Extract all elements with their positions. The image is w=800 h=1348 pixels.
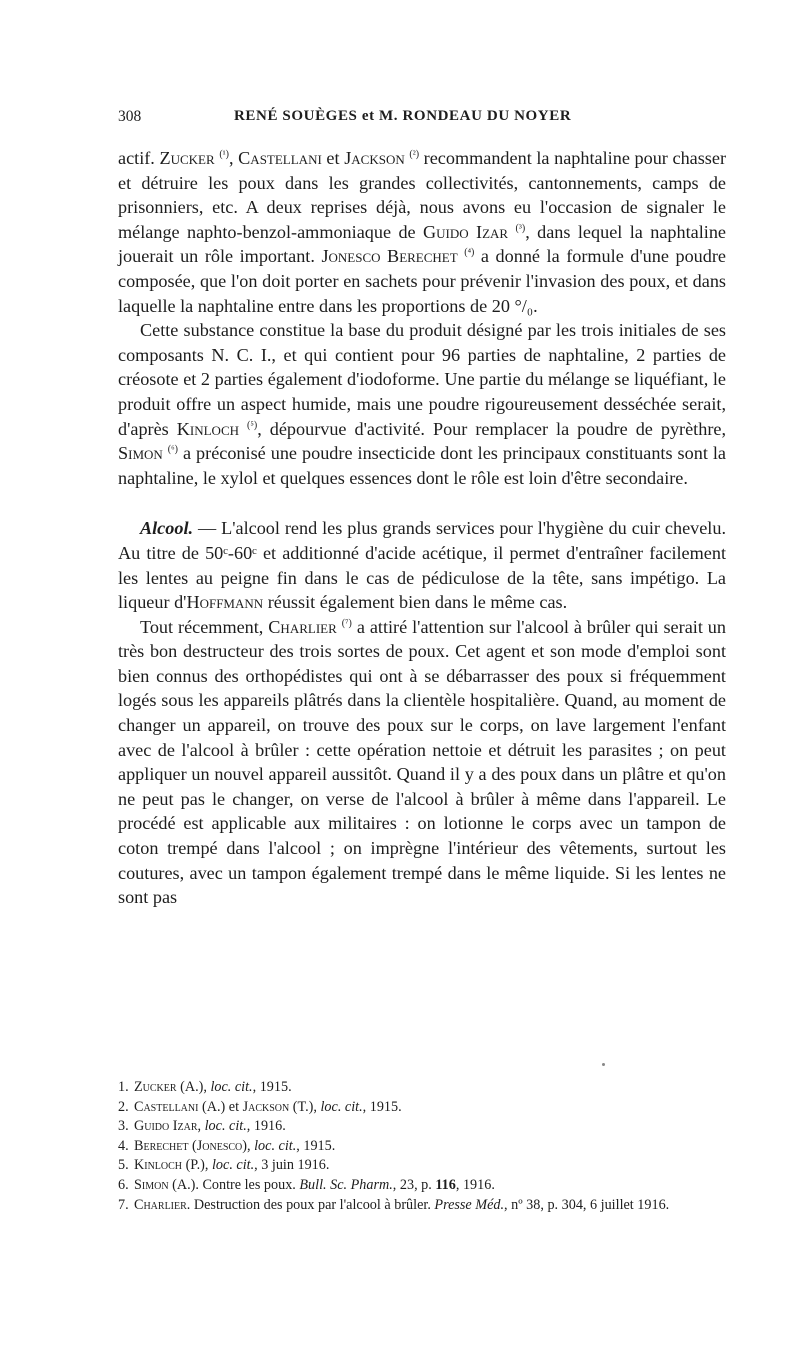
footnote-text: (A.) et xyxy=(198,1098,243,1115)
running-title: RENÉ SOUÈGES et M. RONDEAU DU NOYER xyxy=(234,108,572,124)
paragraph-naphtaline-2 xyxy=(118,318,726,490)
text-run: réussit également bien dans le même cas. xyxy=(263,592,568,613)
footnote-1 xyxy=(118,1078,726,1098)
section-heading-alcool: Alcool. xyxy=(140,518,194,539)
page-number: 308 xyxy=(118,108,142,125)
footnote-2 xyxy=(118,1098,726,1118)
author-name: Kinloch xyxy=(176,418,240,439)
footnote-author: Kinloch xyxy=(134,1157,183,1174)
text-run: — L'alcool rend les plus grands services pour l'hygiène du cuir chevelu. Au titre de 50ᶜ-60ᶜ et additionné d'acide acétique, il permet d'entraîner facilement les lentes au peigne fin dans le cas de pédiculose de la tête, sans impétigo. La liqueur d' xyxy=(118,518,726,613)
footnote-text: , 1916. xyxy=(455,1176,495,1193)
footnote-text: , nº 38, p. 304, 6 juillet 1916. xyxy=(504,1196,670,1213)
text-run: a préconisé une poudre insecticide dont les principaux constituants sont la naphtaline, le xylol et quelques essences dont le rôle est loin d'être secondaire. xyxy=(118,443,727,488)
footnote-ref[interactable]: (¹) xyxy=(219,148,229,160)
paragraph-alcool-2 xyxy=(118,615,726,910)
footnote-number: 5. xyxy=(118,1157,129,1174)
text-run: recommandent la naphtaline pour chasser et détruire les poux dans les grandes collectivités, cantonnements, camps de prisonniers, etc. A deux reprises déjà, nous avons eu l'occasion de signaler le mélange naphto-benzol-ammoniaque de xyxy=(118,148,727,242)
footnote-6 xyxy=(118,1176,726,1196)
author-name: Castellani xyxy=(238,148,322,168)
footnote-citation: Presse Méd. xyxy=(434,1196,505,1213)
footnote-text: (A.), xyxy=(176,1079,211,1095)
footnote-ref[interactable]: (³) xyxy=(515,222,526,234)
footnote-citation: loc. cit. xyxy=(204,1118,247,1135)
footnote-ref[interactable]: (⁶) xyxy=(167,444,178,456)
author-name: Charlier xyxy=(268,616,337,637)
text-run: , dans lequel la naphtaline jouerait un rôle important. xyxy=(118,221,726,267)
body-text xyxy=(118,146,726,910)
footnote-author: Guido Izar xyxy=(134,1118,198,1135)
footnote-text: (P.), xyxy=(182,1157,212,1174)
footnote-text: , 23, p. xyxy=(392,1176,436,1193)
author-name: Zucker xyxy=(159,148,215,168)
text-run: et xyxy=(321,148,345,168)
footnote-text: , 1915. xyxy=(296,1137,336,1154)
footnote-number: 2. xyxy=(118,1098,129,1115)
footnote-7 xyxy=(118,1196,726,1216)
footnotes xyxy=(118,1078,726,1215)
author-name: Hoffmann xyxy=(186,592,264,613)
footnote-number: 3. xyxy=(118,1118,129,1135)
footnote-page-bold: 116 xyxy=(435,1176,456,1193)
footnote-citation: loc. cit. xyxy=(211,1157,255,1174)
text-run: Cette substance constitue la base du produit désigné par les trois initiales de ses composants N. C. I., et qui contient pour 96 parties de naphtaline, 2 parties de créosote et 2 parties également d'iodoforme. Une partie du mélange se liquéfiant, le produit offre un aspect humide, mais une poudre rigoureusement desséchée serait, d'après xyxy=(118,320,726,439)
text-run: actif. xyxy=(118,148,160,168)
footnote-citation: Bull. Sc. Pharm. xyxy=(299,1176,393,1193)
footnote-ref[interactable]: (²) xyxy=(409,148,420,160)
paragraph-naphtaline-1 xyxy=(118,146,726,318)
running-header xyxy=(118,108,726,130)
footnote-author: Charlier xyxy=(134,1196,187,1213)
text-run: a donné la formule d'une poudre composée, que l'on doit porter en sachets pour prévenir l'invasion des poux, et dans laquelle la naphtaline entre dans les proportions de 20 °/₀. xyxy=(118,246,726,316)
footnote-ref[interactable]: (⁷) xyxy=(341,617,352,629)
text-run: Tout récemment, xyxy=(140,616,269,637)
text-run: a attiré l'attention sur l'alcool à brûler qui serait un très bon destructeur des trois sortes de poux. Cet agent et son mode d'emploi sont bien connus des orthopédistes qui ont à se débarrasser des poux si fréquemment logés sous les appareils plâtrés dans la clientèle hospitalière. Quand, au moment de changer un appareil, on trouve des poux sur le corps, on lave largement l'enfant avec de l'alcool à brûler : cette opération nettoie et détruit les parasites ; on peut appliquer un nouvel appareil aussitôt. Quand il y a des poux dans un plâtre et qu'on ne peut pas le changer, on verse de l'alcool à brûler à même dans l'appareil. Le procédé est applicable aux militaires : on lotionne le corps avec un tampon de coton trempé dans l'alcool ; on imprègne l'intérieur des vêtements, surtout les coutures, avec un tampon également trempé dans le même liquide. Si les lentes ne sont pas xyxy=(118,616,726,908)
footnote-text: , 1916. xyxy=(246,1118,286,1135)
footnote-author: Berechet xyxy=(134,1137,189,1154)
footnote-text: (A.). Contre les poux. xyxy=(168,1176,300,1193)
footnote-author: Jackson xyxy=(242,1098,290,1115)
author-name: Jonesco Berechet xyxy=(321,246,458,267)
footnote-citation: loc. cit. xyxy=(320,1098,363,1115)
footnote-ref[interactable]: (⁵) xyxy=(247,419,258,431)
footnote-text: (T.), xyxy=(289,1098,321,1115)
footnote-author: Castellani xyxy=(134,1098,199,1115)
text-run: , dépourvue d'activité. Pour remplacer la poudre de pyrèthre, xyxy=(257,418,727,439)
paragraph-alcool-1 xyxy=(118,516,726,614)
footnote-citation: loc. cit. xyxy=(210,1079,253,1095)
text-run: , xyxy=(228,148,239,168)
page xyxy=(118,108,726,910)
footnote-text: , 3 juin 1916. xyxy=(254,1157,330,1174)
footnote-text: , xyxy=(197,1118,205,1135)
footnote-5 xyxy=(118,1156,726,1176)
footnote-citation: loc. cit. xyxy=(254,1137,297,1154)
footnote-author: Simon xyxy=(134,1176,169,1193)
footnote-ref[interactable]: (⁴) xyxy=(464,247,475,259)
footnote-author: Jonesco xyxy=(196,1137,243,1154)
author-name: Simon xyxy=(118,443,163,464)
footnote-text: , 1915. xyxy=(362,1098,402,1115)
footnote-3 xyxy=(118,1117,726,1137)
section-gap xyxy=(118,490,726,516)
footnote-text: ), xyxy=(242,1137,255,1154)
footnote-4 xyxy=(118,1137,726,1157)
author-name: Jackson xyxy=(344,148,405,168)
footnote-author: Zucker xyxy=(134,1079,177,1095)
footnote-text: . Destruction des poux par l'alcool à brûler. xyxy=(186,1196,435,1213)
footnote-number: 4. xyxy=(118,1137,129,1154)
footnote-number: 6. xyxy=(118,1176,129,1193)
footnote-text: ( xyxy=(188,1137,197,1154)
ink-speck xyxy=(602,1063,605,1066)
author-name: Guido Izar xyxy=(423,221,509,242)
footnote-number: 7. xyxy=(118,1196,129,1213)
footnote-text: , 1915. xyxy=(252,1079,292,1095)
footnote-number: 1. xyxy=(118,1079,129,1095)
